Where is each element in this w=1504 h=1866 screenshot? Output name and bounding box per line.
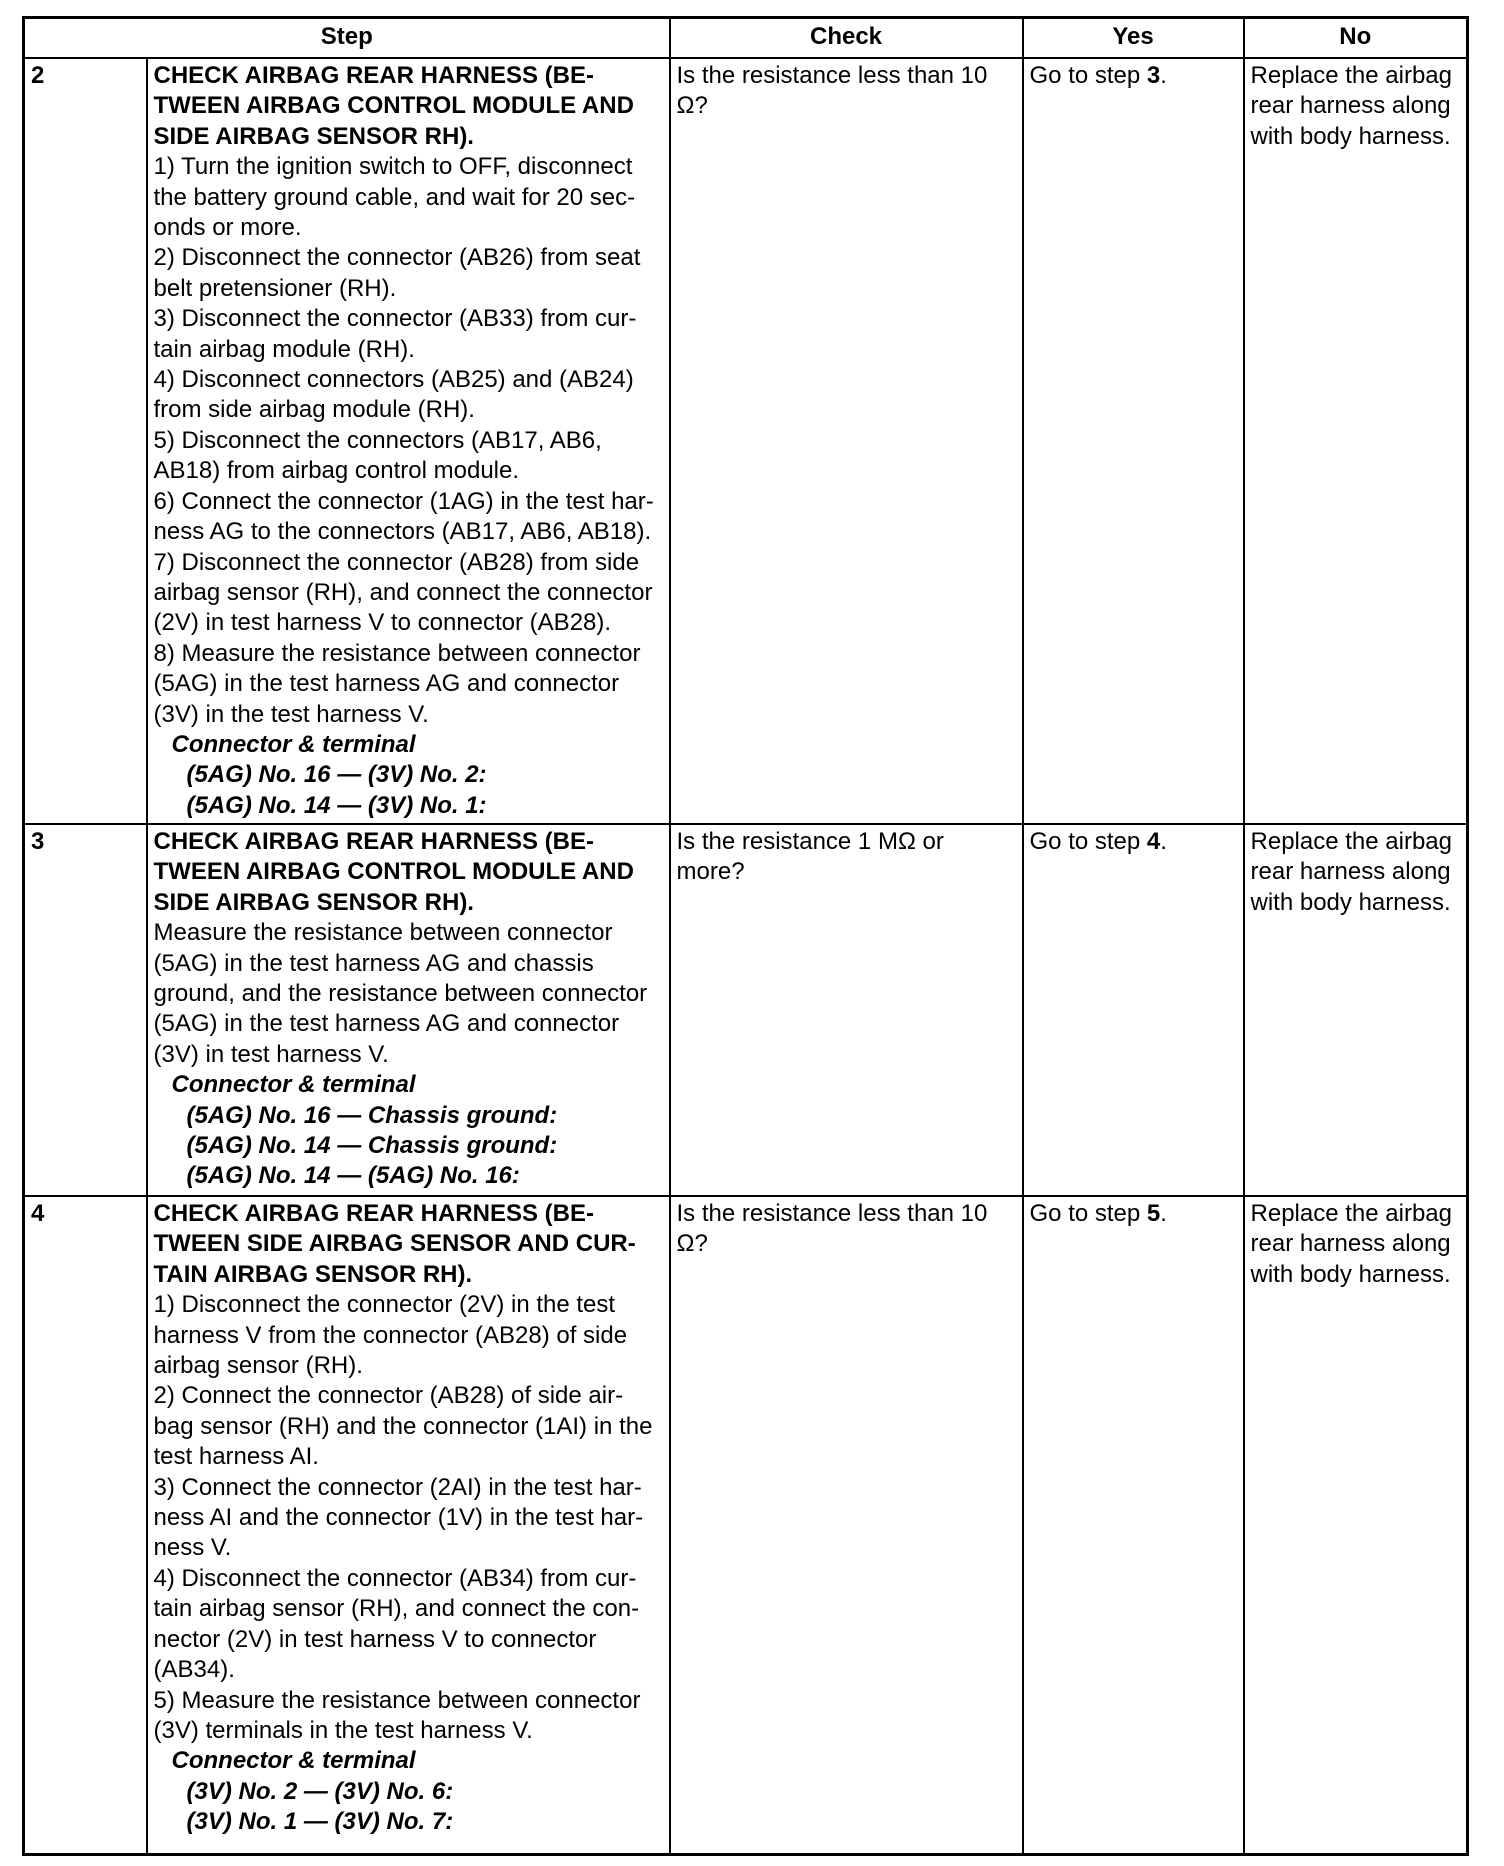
header-step: Step (24, 18, 670, 59)
instruction: 2) Disconnect the connector (AB26) from seat belt pretensioner (RH). (153, 244, 641, 302)
instruction: 2) Connect the connector (AB28) of side air-bag sensor (RH) and the connector (1AI) in the test harness AI. (153, 1382, 653, 1471)
instruction: 5) Measure the resistance between connector (3V) terminals in the test harness V. (153, 1686, 641, 1744)
connector-subheading: Connector & terminal (171, 1071, 416, 1099)
header-check: Check (670, 18, 1023, 59)
header-yes: Yes (1023, 18, 1244, 59)
terminal-pair: (5AG) No. 16 — (3V) No. 2: (186, 761, 487, 789)
step-number: 4 (24, 1196, 147, 1854)
terminal-pair: (5AG) No. 14 — (5AG) No. 16: (186, 1162, 520, 1190)
header-row (24, 18, 1468, 59)
instruction: 4) Disconnect connectors (AB25) and (AB24) from side airbag module (RH). (153, 366, 634, 424)
instruction: 1) Turn the ignition switch to OFF, disconnect the battery ground cable, and wait for 20 sec-onds or more. (153, 153, 636, 242)
instruction: 7) Disconnect the connector (AB28) from side airbag sensor (RH), and connect the connector (2V) in test harness V to connector (AB28). (153, 548, 653, 637)
yes-step: 4 (1146, 828, 1161, 855)
yes-prefix: Go to step (1029, 828, 1147, 855)
check-cell: Is the resistance less than 10 Ω? (670, 58, 1023, 824)
step-number: 2 (24, 58, 147, 824)
table-row (24, 58, 1468, 824)
yes-prefix: Go to step (1029, 1200, 1147, 1227)
no-cell: Replace the airbag rear harness along with body harness. (1244, 824, 1468, 1196)
yes-suffix: . (1160, 1200, 1167, 1227)
yes-cell (1023, 824, 1244, 1196)
instruction: 6) Connect the connector (1AG) in the test har-ness AG to the connectors (AB17, AB6, AB18). (153, 487, 654, 546)
step-description (147, 1196, 670, 1854)
terminal-pair: (5AG) No. 14 — (3V) No. 1: (186, 791, 487, 819)
yes-step: 3 (1146, 62, 1161, 89)
instruction: Measure the resistance between connector (5AG) in the test harness AG and chassis ground, and the resistance between connector (5AG) in the test harness AG and connector (3V) in test harness V. (153, 919, 648, 1068)
yes-cell (1023, 1196, 1244, 1854)
instruction: 4) Disconnect the connector (AB34) from cur-tain airbag sensor (RH), and connect the con-nector (2V) in test harness V to connector (AB34). (153, 1564, 640, 1684)
table-row (24, 1196, 1468, 1854)
step-number: 3 (24, 824, 147, 1196)
table-row (24, 824, 1468, 1196)
no-cell: Replace the airbag rear harness along with body harness. (1244, 1196, 1468, 1854)
yes-step: 5 (1146, 1200, 1161, 1227)
instruction: 5) Disconnect the connectors (AB17, AB6, AB18) from airbag control module. (153, 426, 602, 485)
connector-subheading: Connector & terminal (171, 730, 416, 758)
no-cell: Replace the airbag rear harness along with body harness. (1244, 58, 1468, 824)
header-no: No (1244, 18, 1468, 59)
terminal-pair: (3V) No. 1 — (3V) No. 7: (186, 1808, 454, 1836)
instruction: 3) Connect the connector (2AI) in the test har-ness AI and the connector (1V) in the test har-ness V. (153, 1473, 644, 1562)
terminal-pair: (5AG) No. 14 — Chassis ground: (186, 1132, 558, 1160)
yes-prefix: Go to step (1029, 62, 1147, 89)
instruction: 1) Disconnect the connector (2V) in the test harness V from the connector (AB28) of side airbag sensor (RH). (153, 1291, 628, 1380)
instruction: 3) Disconnect the connector (AB33) from cur-tain airbag module (RH). (153, 305, 637, 363)
terminal-pair: (3V) No. 2 — (3V) No. 6: (186, 1777, 454, 1805)
terminal-pair: (5AG) No. 16 — Chassis ground: (186, 1101, 558, 1129)
step-description (147, 58, 670, 824)
step-title: CHECK AIRBAG REAR HARNESS (BE-TWEEN AIRBAG CONTROL MODULE AND SIDE AIRBAG SENSOR RH). (153, 828, 634, 916)
check-cell: Is the resistance less than 10 Ω? (670, 1196, 1023, 1854)
step-description (147, 824, 670, 1196)
check-cell: Is the resistance 1 MΩ or more? (670, 824, 1023, 1196)
diagnostic-table (22, 16, 1469, 1856)
yes-suffix: . (1160, 62, 1167, 89)
connector-subheading: Connector & terminal (171, 1747, 416, 1775)
yes-cell (1023, 58, 1244, 824)
step-title: CHECK AIRBAG REAR HARNESS (BE-TWEEN AIRBAG CONTROL MODULE AND SIDE AIRBAG SENSOR RH). (153, 62, 634, 150)
step-title: CHECK AIRBAG REAR HARNESS (BE-TWEEN SIDE AIRBAG SENSOR AND CUR-TAIN AIRBAG SENSOR RH). (153, 1200, 636, 1288)
yes-suffix: . (1160, 828, 1167, 855)
instruction: 8) Measure the resistance between connector (5AG) in the test harness AG and connector (3V) in the test harness V. (153, 639, 641, 728)
